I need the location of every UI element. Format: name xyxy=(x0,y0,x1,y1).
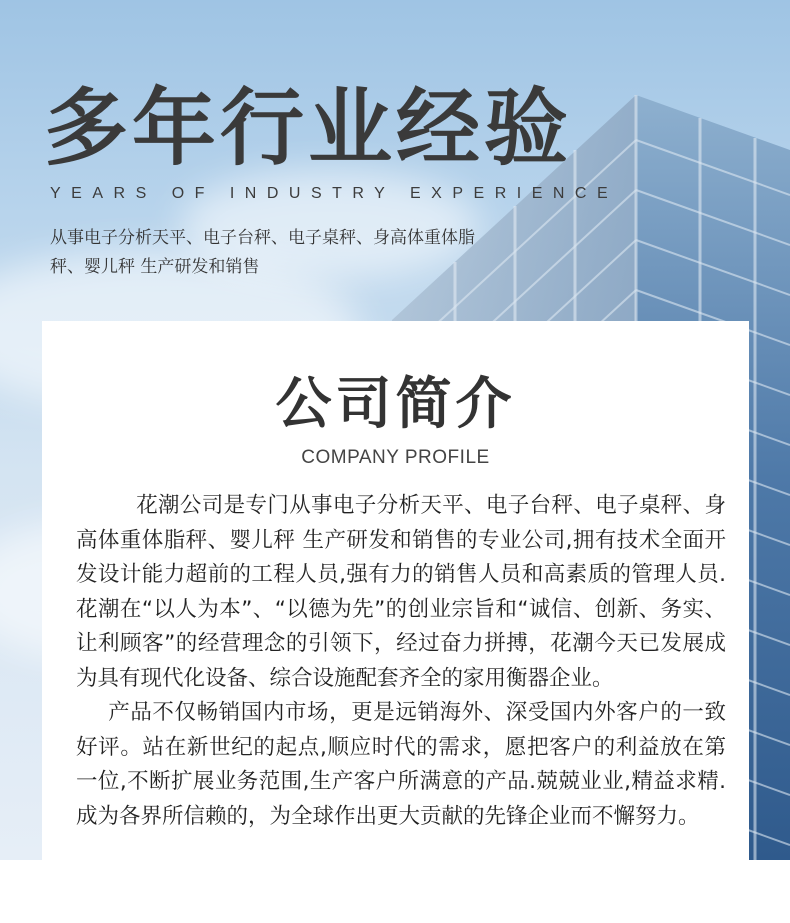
hero-description: 从事电子分析天平、电子台秤、电子桌秤、身高体重体脂秤、婴儿秤 生产研发和销售 xyxy=(50,228,475,277)
hero-title: 多年行业经验 xyxy=(44,79,573,177)
profile-paragraph: 花潮公司是专门从事电子分析天平、电子台秤、电子桌秤、身高体重体脂秤、婴儿秤 生产研发和销售的专业公司,拥有技术全面开发设计能力超前的工程人员,强有力的销售人员和高素质的管理人员.花潮在“以人为本”、“以德为先”的创业宗旨和“诚信、创新、务实、让利顾客”的经营理念的引领下，经过奋力拼搏，花潮今天已发展成为具有现代化设备、综合设施配套齐全的家用衡器企业。 xyxy=(76,493,726,691)
hero-subtitle: YEARS OF INDUSTRY EXPERIENCE xyxy=(50,185,619,202)
profile-subtitle: COMPANY PROFILE xyxy=(301,447,490,468)
profile-title: 公司简介 xyxy=(275,372,516,437)
profile-body xyxy=(76,489,726,834)
profile-paragraph: 产品不仅畅销国内市场，更是远销海外、深受国内外客户的一致好评。站在新世纪的起点,顺应时代的需求，愿把客户的利益放在第一位,不断扩展业务范围,生产客户所满意的产品.兢兢业业,精益求精. 成为各界所信赖的，为全球作出更大贡献的先锋企业而不懈努力。 xyxy=(76,700,726,829)
company-profile-card xyxy=(42,321,749,923)
